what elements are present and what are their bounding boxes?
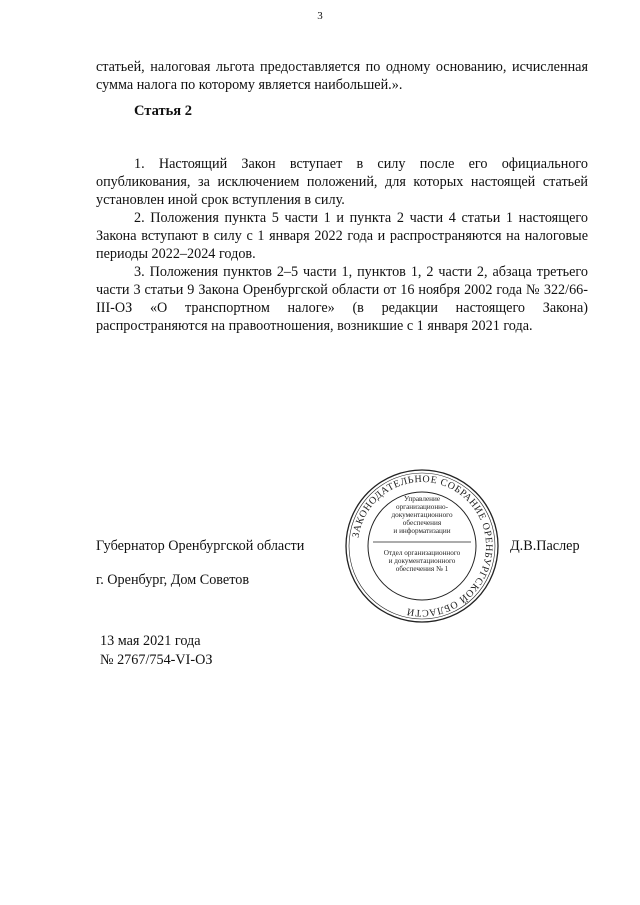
seal-line: и информатизации bbox=[393, 527, 451, 535]
official-seal bbox=[343, 467, 501, 625]
page-number: 3 bbox=[317, 10, 323, 22]
seal-ring-text: ЗАКОНОДАТЕЛЬНОЕ СОБРАНИЕ ОРЕНБУРГСКОЙ ОБЛАСТИ bbox=[350, 473, 495, 619]
signatory-title: Губернатор Оренбургской области bbox=[96, 538, 305, 554]
intro-paragraph: статьей, налоговая льгота предоставляется по одному основанию, исчисленная сумма налога по которому является наибольшей.». bbox=[96, 59, 588, 93]
article-heading: Статья 2 bbox=[134, 103, 192, 119]
place-of-signing: г. Оренбург, Дом Советов bbox=[96, 572, 250, 588]
law-date: 13 мая 2021 года bbox=[100, 633, 201, 649]
article-item-3: 3. Положения пунктов 2–5 части 1, пунктов 1, 2 части 2, абзаца третьего части 3 статьи 9 Закона Оренбургской области от 16 ноября 2002 года № 322/66-III-ОЗ «О транспортном налоге» (в редакции настоящего Закона) распространяются на правоотношения, возникшие с 1 января 2021 года. bbox=[96, 264, 588, 334]
signatory-name: Д.В.Паслер bbox=[510, 538, 580, 554]
law-number: № 2767/754-VI-ОЗ bbox=[100, 652, 213, 668]
seal-line: Отдел организационного bbox=[383, 549, 461, 557]
article-item-1: 1. Настоящий Закон вступает в силу после его официального опубликования, за исключением положений, для которых настоящей статьей установлен иной срок вступления в силу. bbox=[96, 156, 588, 208]
seal-line: обеспечения bbox=[402, 519, 442, 527]
article-item-2: 2. Положения пункта 5 части 1 и пункта 2 части 4 статьи 1 настоящего Закона вступают в силу с 1 января 2022 года и распространяются на налоговые периоды 2022–2024 годов. bbox=[96, 210, 588, 262]
seal-line: и документационного bbox=[388, 557, 456, 565]
seal-line: Управление bbox=[403, 495, 441, 503]
seal-line: обеспечения № 1 bbox=[395, 565, 449, 573]
seal-line: организационно- bbox=[395, 503, 449, 511]
seal-line: документационного bbox=[391, 511, 453, 519]
